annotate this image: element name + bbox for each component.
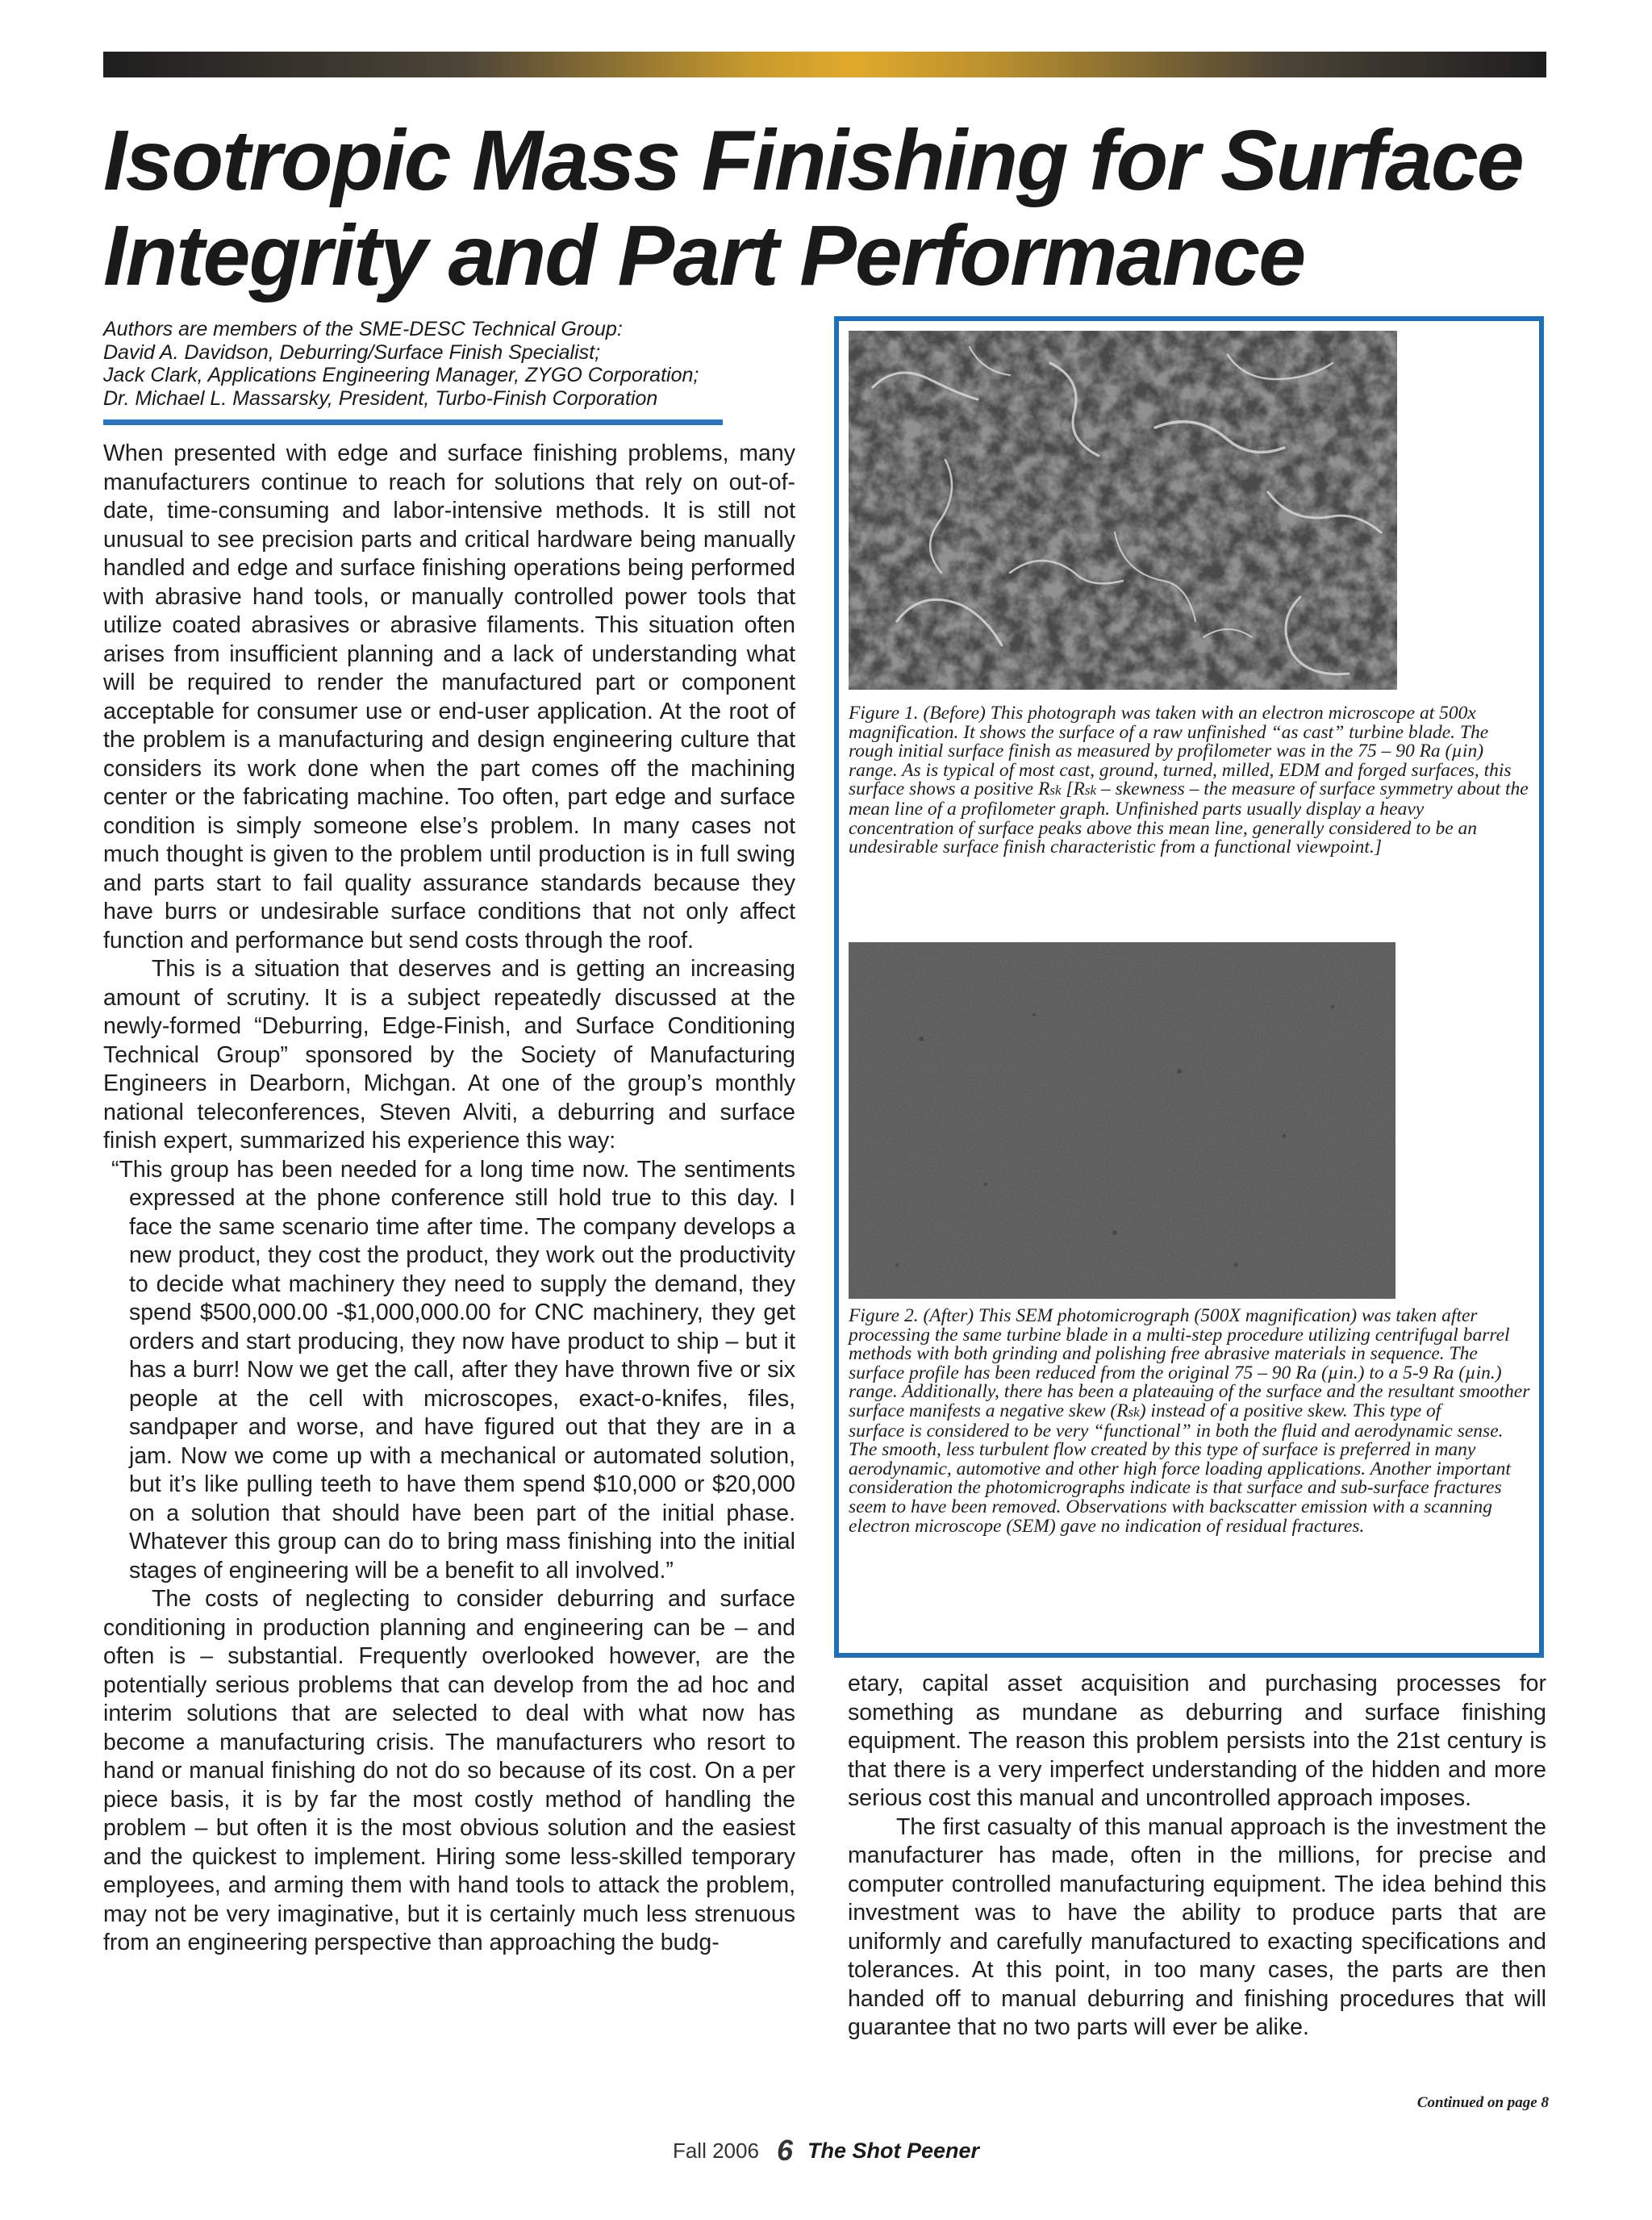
issue-date: Fall 2006 [672,2139,759,2163]
title-line-1: Isotropic Mass Finishing for Surface [103,113,1523,208]
figure-2-caption: Figure 2. (After) This SEM photomicrograph (500X magnification) was taken after processing the same turbine blade in a multi-step procedure utilizing centrifugal barrel methods with both grinding and polishing free abrasive materials in sequence. The surface profile has been reduced from the original 75 – 90 Ra (µin.) to a 5-9 Ra (µin.) range. Additionally, there has been a plateauing of the surface and the resultant smoother surface manifests a negative skew (Rsk) instead of a positive skew. This type of surface is considered to be very “functional” in both the fluid and aerodynamic sense. The smooth, less turbulent flow created by this type of surface is preferred in many aerodynamic, automotive and other high force loading applications. Another important consideration the photomicrographs indicate is that surface and sub-surface fractures seem to have been removed. Observations with backscatter emission with a scanning electron microscope (SEM) gave no indication of residual fractures. [849,1305,1530,1537]
author-line: Authors are members of the SME-DESC Technical Group: [103,318,623,340]
body-paragraph: etary, capital asset acquisition and purchasing processes for something as mundane as deburring and surface finishing equipment. The reason this problem persists into the 21st century is that there is a very imperfect understanding of the hidden and more serious cost this manual and uncontrolled approach imposes. [848,1671,1546,1811]
figure-2-after-photo [849,942,1395,1299]
author-divider [103,419,723,425]
right-column [848,1670,1546,2043]
body-paragraph: When presented with edge and surface finishing problems, many manufacturers continue to reach for solutions that rely on out-of-date, time-consuming and labor-intensive methods. It is still not unusual to see precision parts and critical hardware being manually handled and edge and surface finishing operations being performed with abrasive hand tools, or manually controlled power tools that utilize coated abrasives or abrasive filaments. This situation often arises from insufficient planning and a lack of understanding what will be required to render the manufactured part or component acceptable for consumer use or end-user application. At the root of the problem is a manufacturing and design engineering culture that considers its work done when the part comes off the machining center or the fabricating machine. Too often, part edge and surface condition is simply someone else’s problem. In many cases not much thought is given to the problem until production is in full swing and parts start to fail quality assurance standards because they have burrs or undesirable surface conditions that not only affect function and performance but send costs through the roof. [103,440,795,954]
article-title [103,113,1555,303]
author-line: Jack Clark, Applications Engineering Manager, ZYGO Corporation; [103,364,699,386]
pull-quote: “This group has been needed for a long time now. The sentiments expressed at the phone conference still hold true to this day. I face the same scenario time after time. The company develops a new product, they cost the product, they work out the productivity to decide what machinery they need to supply the demand, they spend $500,000.00 -$1,000,000.00 for CNC machinery, they get orders and start producing, they now have product to ship – but it has a burr! Now we get the call, after they have thrown five or six people at the cell with microscopes, exact-o-knifes, files, sandpaper and worse, and have figured out that they are in a jam. Now we come up with a mechanical or automated solution, but it’s like pulling teeth to have them spend $10,000 or $20,000 on a solution that should have been part of the initial phase. Whatever this group can do to bring mass finishing into the initial stages of engineering will be a benefit to all involved.” [111,1156,795,1584]
body-paragraph: This is a situation that deserves and is getting an increasing amount of scrutiny. It is a subject repeatedly discussed at the newly-formed “Deburring, Edge-Finish, and Surface Conditioning Technical Group” sponsored by the Society of Manufacturing Engineers in Dearborn, Michgan. At one of the group’s monthly national teleconferences, Steven Alviti, a deburring and surface finish expert, summarized his experience this way: [103,956,795,1154]
title-line-2: Integrity and Part Performance [103,208,1305,303]
body-paragraph: The costs of neglecting to consider deburring and surface conditioning in production planning and engineering can be – and often is – substantial. Frequently overlooked however, are the potentially serious problems that can develop from the ad hoc and interim solutions that are selected to deal with what now has become a manufacturing crisis. The manufacturers who resort to hand or manual finishing do not do so because of its cost. On a per piece basis, it is by far the most costly method of handling the problem – but often it is the most obvious solution and the easiest and the quickest to implement. Hiring some less-skilled temporary employees, and arming them with hand tools to attack the problem, may not be very imaginative, but it is certainly much less strenuous from an engineering perspective than approaching the budg- [103,1586,795,1955]
publication-name: The Shot Peener [807,2139,980,2163]
author-line: David A. Davidson, Deburring/Surface Finish Specialist; [103,340,601,364]
page-footer [0,2134,1652,2168]
figure-1-caption: Figure 1. (Before) This photograph was taken with an electron microscope at 500x magnification. It shows the surface of a raw unfinished “as cast” turbine blade. The rough initial surface finish as measured by profilometer was in the 75 – 90 Ra (µin) range. As is typical of most cast, ground, turned, milled, EDM and forged surfaces, this surface shows a positive Rsk [Rsk – skewness – the measure of surface symmetry about the mean line of a profilometer graph. Unfinished parts usually display a heavy concentration of surface peaks above this mean line, generally considered to be an undesirable surface finish characteristic from a functional viewpoint.] [849,703,1529,858]
figure-1-before-photo [849,331,1397,690]
header-color-bar [103,52,1546,77]
author-credits [103,318,813,410]
body-paragraph: The first casualty of this manual approach is the investment the manufacturer has made, often in the millions, for precise and computer controlled manufacturing equipment. The idea behind this investment was to have the ability to produce parts that are uniformly and carefully manufactured to exacting specifications and tolerances. At this point, in too many cases, the parts are then handed off to manual deburring and finishing procedures that will guarantee that no two parts will ever be alike. [848,1813,1546,2040]
left-column [103,440,795,1958]
page-number: 6 [776,2134,793,2167]
author-line: Dr. Michael L. Massarsky, President, Turbo-Finish Corporation [103,386,658,410]
continued-note: Continued on page 8 [1416,2094,1549,2111]
